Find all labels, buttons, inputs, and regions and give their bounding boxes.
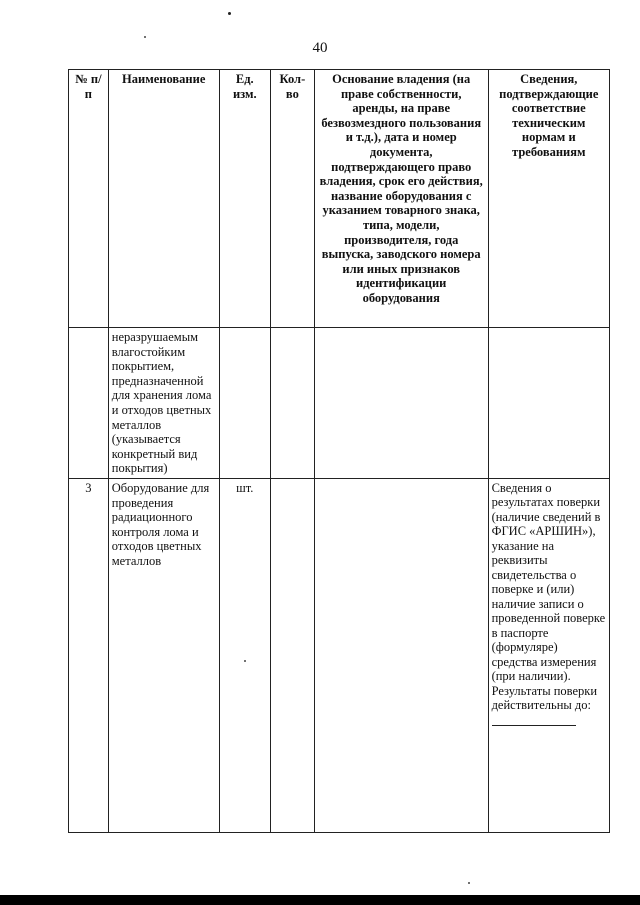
table-header-row [69, 70, 610, 328]
header-name: Наименование [108, 70, 219, 328]
row-qty [270, 478, 314, 832]
row-num [69, 328, 109, 479]
speck-mark [228, 12, 231, 15]
table-row [69, 478, 610, 832]
row-name: неразрушаемым влагостойким покрытием, предназначенной для хранения лома и отходов цветных металлов (указывается конкретный вид покрытия) [108, 328, 219, 479]
row-num: 3 [69, 478, 109, 832]
row-compliance: Сведения о результатах поверки (наличие сведений в ФГИС «АРШИН»), указание на реквизиты свидетельства о поверке и (или) наличие записи о проведенной поверке в паспорте (формуляре) средства измерения (при наличии). Результаты поверки действительны до: [491, 480, 606, 713]
row-compliance [488, 328, 609, 479]
row-basis [314, 478, 488, 832]
header-compliance: Сведения, подтверждающие соответствие техническим нормам и требованиям [488, 70, 609, 328]
speck-mark [468, 882, 470, 884]
table-row [69, 328, 610, 479]
row-name: Оборудование для проведения радиационного контроля лома и отходов цветных металлов [108, 478, 219, 832]
row-qty [270, 328, 314, 479]
page-number: 40 [312, 40, 328, 56]
row-compliance-cell [488, 478, 609, 832]
scan-edge [0, 895, 640, 905]
date-blank-line [492, 715, 576, 726]
header-num: № п/п [69, 70, 109, 328]
header-qty: Кол-во [270, 70, 314, 328]
row-unit [219, 328, 270, 479]
header-basis: Основание владения (на праве собственности, аренды, на праве безвозмездного пользования и т.д.), дата и номер документа, подтверждающего право владения, срок его действия, название оборудования с указанием товарного знака, типа, модели, производителя, года выпуска, заводского номера или иных признаков идентификации оборудования [314, 70, 488, 328]
equipment-table [68, 69, 610, 833]
row-unit: шт. [219, 478, 270, 832]
row-basis [314, 328, 488, 479]
header-unit: Ед. изм. [219, 70, 270, 328]
speck-mark [144, 36, 146, 38]
